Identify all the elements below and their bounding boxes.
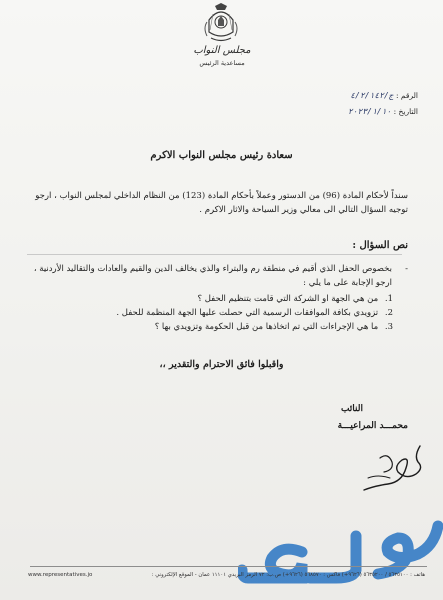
organization-name: مجلس النواب (193, 45, 251, 56)
question-item (33, 322, 393, 332)
signatory-title: النائب (340, 404, 363, 414)
question-item (33, 308, 393, 318)
reference-number-label: الرقم : (396, 91, 418, 100)
jordan-coat-of-arms-icon (201, 2, 241, 44)
closing-remark: واقبلوا فائق الاحترام والتقدير ،، (159, 359, 284, 370)
footer-divider (30, 566, 427, 567)
reference-number-value: ج/٤/٢/١٤٢ (350, 91, 394, 100)
divider (27, 254, 402, 255)
office-name: مساعدية الرئيس (199, 59, 245, 67)
reference-date-value: ٢٠٢٣/١/١٠ (347, 107, 392, 116)
reference-date (348, 107, 418, 116)
signatory-name: محمـــد المراعيـــة (337, 421, 408, 431)
handwritten-signature (358, 438, 430, 496)
reference-date-label: التاريخ : (393, 107, 418, 116)
question-item (33, 294, 393, 304)
letter-intro-paragraph: سنداً لأحكام المادة (96) من الدستور وعملاً بأحكام المادة (123) من النظام الداخلي لمجلس النواب ، ارجو توجيه السؤال التالي الى معالي وزير السياحة والاثار الاكرم . (35, 191, 408, 215)
letter-addressee: سعادة رئيس مجلس النواب الاكرم (150, 150, 293, 161)
question-item-text: ما هي الإجراءات التي تم اتخاذها من قبل الحكومة وتزويدي بها ؟ (154, 322, 379, 332)
footer-contact: هاتف : ٥٦٣٥١٠٠ / ٥٦٣٥٢٠٠ (٩٦٢٦+) فاكس : ٥٦٨٥٧٠ (٩٦٢٦+) ص.ب: ٧٢ الرمز البريدي ١١١٠١ عمان - الموقع الإلكتروني : (151, 572, 425, 578)
question-item-number: 3. (384, 322, 393, 332)
footer-website-link[interactable]: www.representatives.jo (28, 572, 93, 578)
question-item-text: من هي الجهة او الشركة التي قامت بتنظيم الحفل ؟ (197, 294, 379, 304)
bullet-dash: - (405, 264, 408, 274)
question-intro (30, 262, 408, 290)
question-intro-text: بخصوص الحفل الذي أقيم في منطقة رم والبتراء والذي يخالف الدين والقيم والعادات والتقاليد الأردنية ، ارجو الإجابة على ما يلي : (33, 264, 392, 288)
question-item-number: 1. (384, 294, 393, 304)
question-item-number: 2. (384, 308, 393, 318)
reference-number (350, 91, 418, 100)
question-item-text: تزويدي بكافة الموافقات الرسمية التي حصلت عليها الجهة المنظمة للحفل . (116, 308, 379, 318)
question-heading: نص السؤال : (352, 240, 408, 251)
